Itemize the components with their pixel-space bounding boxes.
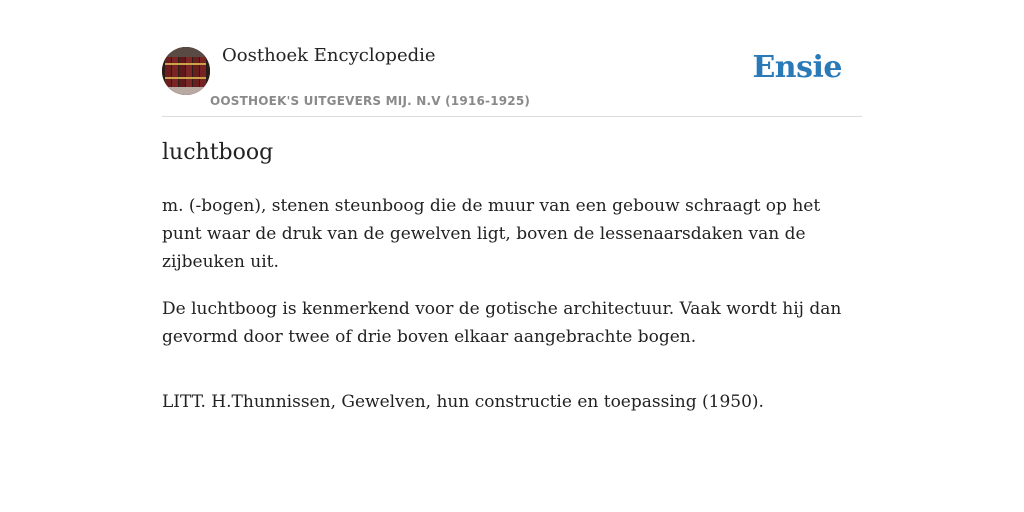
publisher-label: OOSTHOEK'S UITGEVERS MIJ. N.V (1916-1925): [210, 94, 531, 108]
ensie-logo[interactable]: Ensie: [752, 50, 842, 85]
books-icon: [162, 47, 210, 95]
entry-paragraph: De luchtboog is kenmerkend voor de gotische architectuur. Vaak wordt hij dan gevormd door twee of drie boven elkaar aangebrachte bogen.: [162, 299, 842, 347]
entry-body: [162, 192, 862, 435]
entry-paragraph: m. (-bogen), stenen steunboog die de muur van een gebouw schraagt op het punt waar de druk van de gewelven ligt, boven de lessenaarsdaken van de zijbeuken uit.: [162, 196, 821, 272]
page-container: [162, 0, 862, 412]
source-avatar[interactable]: [162, 47, 210, 95]
entry-headword: luchtboog: [162, 140, 274, 165]
source-header: [162, 0, 862, 117]
literature-reference: LITT. H.Thunnissen, Gewelven, hun constructie en toepassing (1950).: [162, 392, 764, 412]
source-title[interactable]: Oosthoek Encyclopedie: [222, 45, 436, 66]
